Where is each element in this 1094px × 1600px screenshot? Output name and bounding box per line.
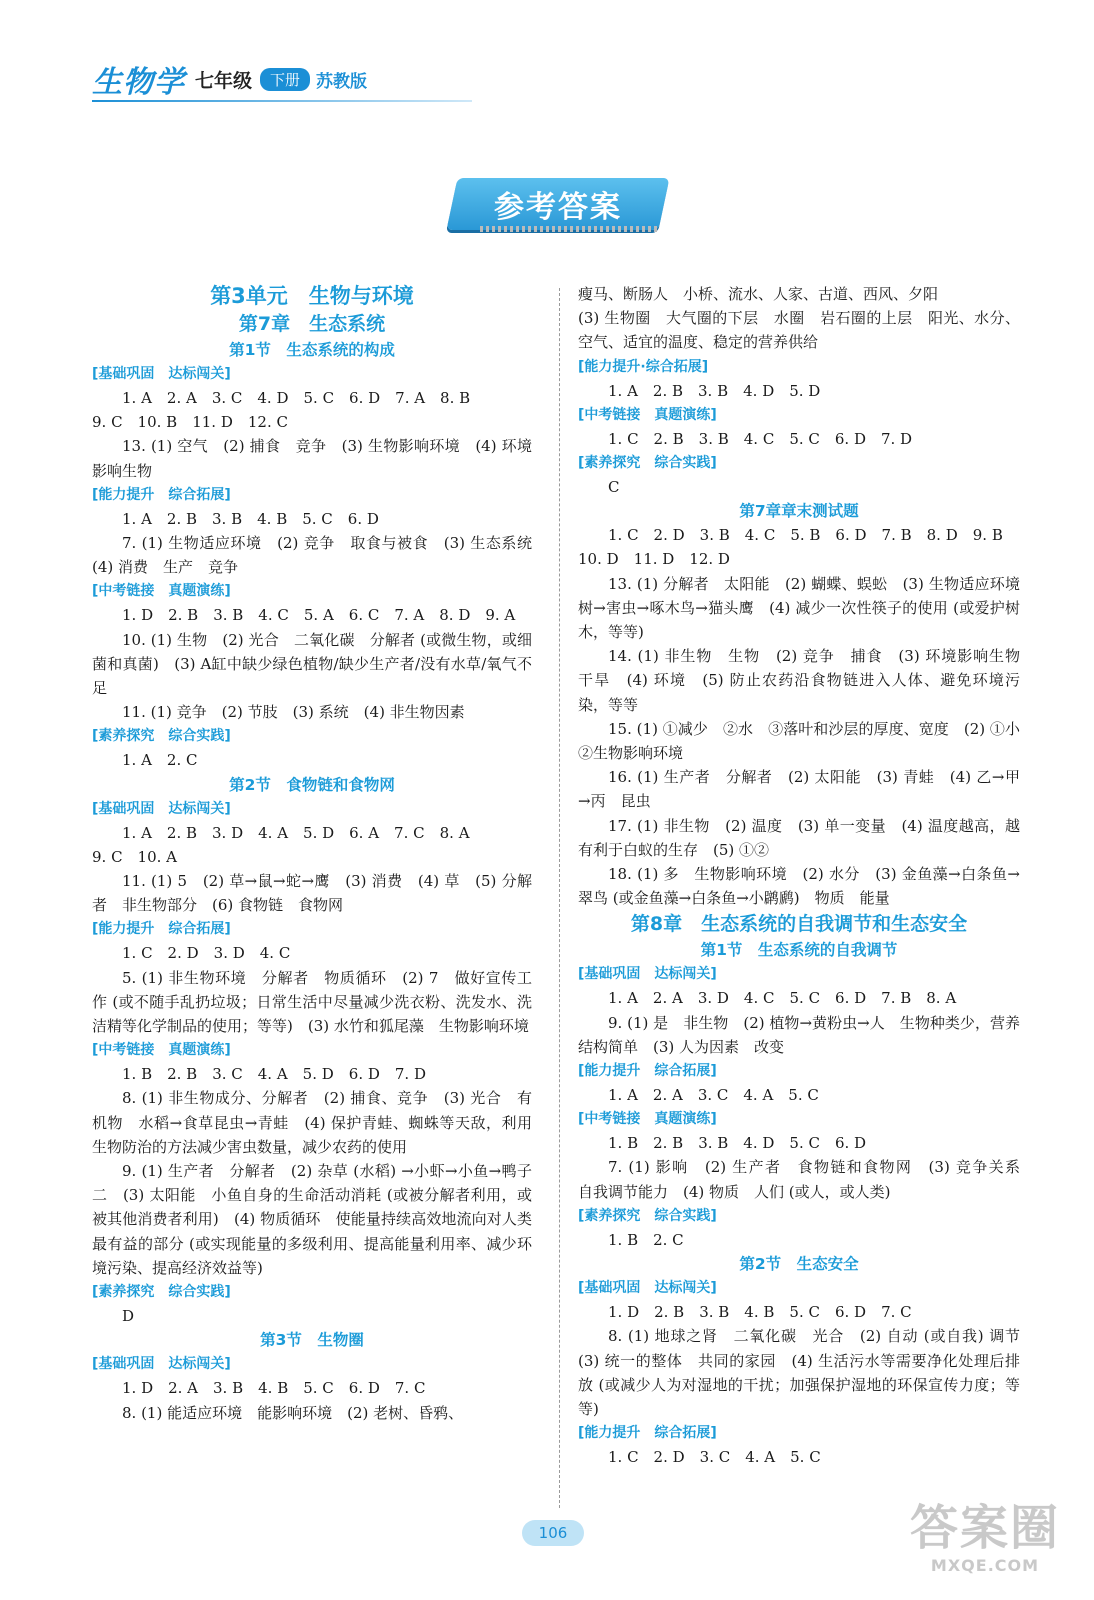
brand-header: [92, 58, 367, 100]
answer-line: 5. (1) 非生物环境 分解者 物质循环 (2) 7 做好宣传工作 (或不随手乱扔垃圾；日常生活中尽量减少洗衣粉、洗发水、洗洁精等化学制品的使用；等等) (3) 水竹和狐尾藻 生物影响环境: [92, 968, 532, 1036]
brand-grade: 七年级: [195, 69, 253, 92]
answer-line: 1. A 2. A 3. D 4. C 5. C 6. D 7. B 8. A: [608, 989, 957, 1008]
brand-volume-badge: 下册: [260, 68, 310, 91]
answer-line: 13. (1) 分解者 太阳能 (2) 蝴蝶、蜈蚣 (3) 生物适应环境 树→害虫→啄木鸟→猫头鹰 (4) 减少一次性筷子的使用 (或爱护树木，等等): [578, 574, 1036, 642]
answer-line: 1. A 2. B 3. D 4. A 5. D 6. A 7. C 8. A: [122, 823, 470, 842]
category-tag: [素养探究 综合实践]: [92, 728, 231, 745]
category-tag: [中考链接 真题演练]: [578, 406, 717, 423]
right-column: [578, 282, 1036, 1469]
category-tag: [中考链接 真题演练]: [578, 1111, 717, 1128]
section-heading: 第2节 生态安全: [739, 1255, 859, 1274]
answer-line: 11. (1) 竞争 (2) 节肢 (3) 系统 (4) 非生物因素: [122, 703, 465, 722]
answer-line: 7. (1) 影响 (2) 生产者 食物链和食物网 (3) 竞争关系 自我调节能力 (4) 物质 人们 (或人，或人类): [578, 1158, 1036, 1201]
chapter-heading: 第7章 生态系统: [238, 313, 386, 335]
watermark: [900, 1500, 1070, 1590]
answer-line: 14. (1) 非生物 生物 (2) 竞争 捕食 (3) 环境影响生物 干旱 (4) 环境 (5) 防止农药沿食物链进入人体、避免环境污染，等等: [578, 647, 1036, 714]
header-rule: [92, 100, 472, 102]
brand-edition: 苏教版: [316, 71, 368, 92]
category-tag: [能力提升 综合拓展]: [578, 1063, 717, 1080]
category-tag: [素养探究 综合实践]: [578, 1207, 717, 1224]
answer-line: 8. (1) 能适应环境 能影响环境 (2) 老树、昏鸦、: [122, 1403, 464, 1422]
banner-shadow: [480, 226, 660, 232]
answer-line: 11. (1) 5 (2) 草→鼠→蛇→鹰 (3) 消费 (4) 草 (5) 分解者 非生物部分 (6) 食物链 食物网: [92, 872, 532, 915]
answer-line: 13. (1) 空气 (2) 捕食 竞争 (3) 生物影响环境 (4) 环境影响生物: [92, 437, 532, 480]
section-heading: 第1节 生态系统的构成: [229, 341, 395, 359]
answer-line: 1. D 2. A 3. B 4. B 5. C 6. D 7. C: [122, 1379, 426, 1398]
answer-line: 17. (1) 非生物 (2) 温度 (3) 单一变量 (4) 温度越高，越有利于白蚁的生存 (5) ①②: [578, 816, 1020, 859]
category-tag: [中考链接 真题演练]: [92, 1042, 231, 1059]
answer-line: 10. (1) 生物 (2) 光合 二氧化碳 分解者 (或微生物，或细菌和真菌) (3) A缸中缺少绿色植物/缺少生产者/没有水草/氧气不足: [92, 630, 532, 698]
answer-line: 7. (1) 生物适应环境 (2) 竞争 取食与被食 (3) 生态系统 (4) 消费 生产 竞争: [92, 534, 548, 577]
answer-line: 瘦马、断肠人 小桥、流水、人家、古道、西风、夕阳: [578, 285, 939, 303]
answer-line: 8. (1) 非生物成分、分解者 (2) 捕食、竞争 (3) 光合 有机物 水稻→食草昆虫→青蛙 (4) 保护青蛙、蜘蛛等天敌，利用生物防治的方法减少害虫数量，减少农药的使用: [92, 1089, 532, 1156]
column-divider: [559, 288, 560, 1508]
answer-line: 10. D 11. D 12. D: [578, 550, 730, 569]
answer-line: C: [608, 478, 620, 497]
section-heading: 第3节 生物圈: [260, 1331, 364, 1350]
answer-line: 1. D 2. B 3. B 4. B 5. C 6. D 7. C: [608, 1303, 912, 1322]
answer-line: 1. B 2. C: [608, 1230, 684, 1249]
category-tag: [素养探究 综合实践]: [92, 1284, 231, 1301]
answer-banner: [446, 178, 669, 230]
answer-line: 15. (1) ①减少 ②水 ③落叶和沙层的厚度、宽度 (2) ①小 ②生物影响环境: [578, 719, 1036, 763]
answer-line: 16. (1) 生产者 分解者 (2) 太阳能 (3) 青蛙 (4) 乙→甲→丙 昆虫: [578, 768, 1020, 811]
category-tag: [基础巩固 达标闯关]: [92, 366, 231, 382]
category-tag: [基础巩固 达标闯关]: [92, 800, 231, 817]
answer-line: 1. A 2. B 3. B 4. D 5. D: [608, 381, 821, 400]
watermark-main: 答案圈: [909, 1500, 1060, 1556]
answer-line: 1. A 2. B 3. B 4. B 5. C 6. D: [122, 509, 379, 528]
watermark-url: MXQE.COM: [930, 1556, 1040, 1575]
answer-line: 1. A 2. A 3. C 4. D 5. C 6. D 7. A 8. B: [122, 389, 471, 407]
chapter-heading: 第8章 生态系统的自我调节和生态安全: [630, 913, 968, 936]
answer-line: 1. A 2. A 3. C 4. A 5. C: [608, 1086, 819, 1105]
answer-line: 1. C 2. D 3. D 4. C: [122, 944, 291, 963]
category-tag: [能力提升·综合拓展]: [578, 358, 709, 375]
brand-title: 生物学: [92, 65, 185, 100]
answer-line: 1. C 2. D 3. B 4. C 5. B 6. D 7. B 8. D 9. B: [608, 526, 1003, 545]
section-heading: 第7章章末测试题: [739, 502, 859, 521]
category-tag: [能力提升 综合拓展]: [578, 1425, 717, 1442]
category-tag: [素养探究 综合实践]: [578, 455, 717, 472]
answer-line: 8. (1) 地球之肾 二氧化碳 光合 (2) 自动 (或自我) 调节 (3) 统一的整体 共同的家园 (4) 生活污水等需要净化处理后排放 (或减少人为对湿地的干扰；加强保护湿地的环保宣传力度；等等): [578, 1327, 1036, 1418]
answer-line: 1. C 2. B 3. B 4. C 5. C 6. D 7. D: [608, 429, 913, 448]
section-heading: 第2节 食物链和食物网: [229, 775, 395, 794]
answer-line: 9. C 10. A: [92, 847, 178, 866]
answer-line: D: [122, 1307, 135, 1326]
category-tag: [能力提升 综合拓展]: [92, 486, 231, 503]
category-tag: [能力提升 综合拓展]: [92, 921, 231, 938]
category-tag: [基础巩固 达标闯关]: [578, 1280, 717, 1297]
answer-line: 9. C 10. B 11. D 12. C: [92, 413, 288, 432]
answer-line: 1. D 2. B 3. B 4. C 5. A 6. C 7. A 8. D 9. A: [122, 606, 516, 625]
category-tag: [中考链接 真题演练]: [92, 583, 231, 600]
category-tag: [基础巩固 达标闯关]: [92, 1356, 231, 1373]
answer-line: 9. (1) 生产者 分解者 (2) 杂草 (水稻) →小虾→小鱼→鸭子 二 (3) 太阳能 小鱼自身的生命活动消耗 (或被分解者利用，或被其他消费者利用) (4) 物质循环 使能量持续高效地流向对人类最有益的部分 (或实现能量的多级利用、提高能量利用率、减少环境污染、提高经济效益等): [92, 1162, 548, 1277]
answer-line: 1. B 2. B 3. B 4. D 5. C 6. D: [608, 1134, 867, 1153]
banner-title: 参考答案: [494, 190, 622, 225]
answer-line: 1. B 2. B 3. C 4. A 5. D 6. D 7. D: [122, 1065, 426, 1084]
answer-line: 1. A 2. C: [122, 751, 198, 770]
unit-heading: 第3单元 生物与环境: [210, 284, 414, 308]
left-column: [92, 282, 548, 1425]
answer-line: (3) 生物圈 大气圈的下层 水圈 岩石圈的上层 阳光、水分、空气、适宜的温度、稳定的营养供给: [578, 309, 1020, 352]
section-heading: 第1节 生态系统的自我调节: [700, 941, 898, 960]
answer-line: 9. (1) 是 非生物 (2) 植物→黄粉虫→人 生物种类少，营养结构简单 (3) 人为因素 改变: [578, 1013, 1020, 1056]
answer-line: 18. (1) 多 生物影响环境 (2) 水分 (3) 金鱼藻→白条鱼→翠鸟 (或金鱼藻→白条鱼→小䴙䴘) 物质 能量: [578, 865, 1020, 908]
answer-line: 1. C 2. D 3. C 4. A 5. C: [608, 1448, 821, 1467]
category-tag: [基础巩固 达标闯关]: [578, 966, 717, 983]
page-number: 106: [522, 1520, 584, 1546]
